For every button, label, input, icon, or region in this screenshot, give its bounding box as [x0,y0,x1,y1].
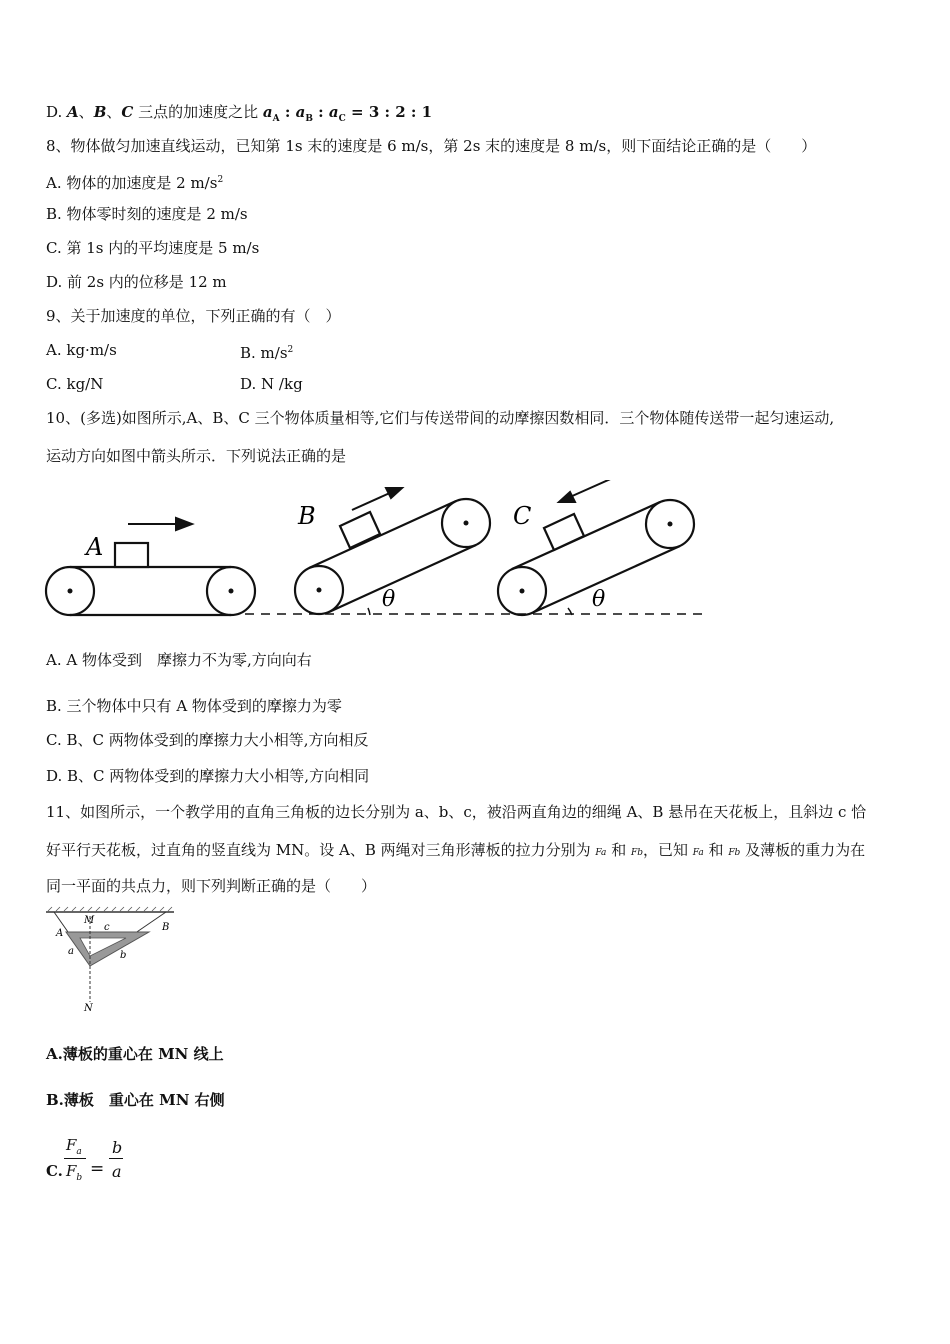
q9-option-d: D. N /kg [240,375,303,393]
q11-option-c: C. $F_a$ $F_b$ = b a [46,1136,123,1183]
svg-text:c: c [104,922,110,933]
q8-option-d: D. 前 2s 内的位移是 12 m [46,273,227,291]
q8-option-a: A. 物体的加速度是 2 $m/s^2$ [46,174,224,192]
q10-stem-line1: 10、(多选)如图所示,A、B、C 三个物体质量相等,它们与传送带间的动摩擦因数相同．三个物体随传送带一起匀速运动, [46,409,835,427]
q8-stem: 8、物体做匀加速直线运动，已知第 1s 末的速度是 6 m/s，第 2s 末的速度是 8 m/s，则下面结论正确的是（ ） [46,137,817,155]
q10-option-a: A. A 物体受到 摩擦力不为零,方向向右 [46,651,312,669]
arrow-up-right [352,488,402,510]
q10-option-c: C. B、C 两物体受到的摩擦力大小相等,方向相反 [46,731,369,749]
theta-c: θ [592,587,606,612]
q10-option-b: B. 三个物体中只有 A 物体受到的摩擦力为零 [46,697,342,715]
q11-stem-line1: 11、如图所示，一个教学用的直角三角板的边长分别为 a、b、c，被沿两直角边的细绳 A、B 悬吊在天花板上，且斜边 c 恰 [46,803,867,821]
q9-option-c: C. kg/N [46,375,104,393]
label-c: C [513,502,532,530]
q9-option-b: B. $m/s^2$ [240,344,294,362]
svg-text:B: B [162,922,170,933]
triangle-plate-figure [44,906,179,1014]
q11-option-b: B.薄板 重心在 MN 右侧 [46,1091,225,1109]
q11-stem-line2: 好平行天花板，过直角的竖直线为 MN。设 A、B 两绳对三角形薄板的拉力分别为 Fa 和 Fb，已知 Fa 和 Fb 及薄板的重力为在 [46,841,866,859]
conveyor-belt-figure [40,480,720,630]
svg-text:a: a [68,946,74,957]
q11-stem-line3: 同一平面的共点力，则下列判断正确的是（ ） [46,877,377,895]
svg-text:b: b [120,950,127,961]
arrow-right [128,518,192,530]
label-b: B [298,502,316,530]
q11-option-a: A.薄板的重心在 MN 线上 [46,1045,224,1063]
q8-option-b: B. 物体零时刻的速度是 2 m/s [46,205,248,223]
q7-option-d: D. A、B、C 三点的加速度之比 $a_A$ : $a_B$ : $a_C = 3$ : 2 : 1 [46,103,433,124]
svg-text:A: A [56,928,64,939]
svg-text:M: M [84,915,95,926]
label-a: A [86,533,104,561]
q10-stem-line2: 运动方向如图中箭头所示．下列说法正确的是 [46,447,347,465]
theta-b: θ [382,587,396,612]
q9-stem: 9、关于加速度的单位，下列正确的有（ ） [46,307,341,325]
belt-a [46,543,255,615]
q9-option-a: A. kg·m/s [46,341,117,359]
arrow-down-left [559,480,615,502]
q8-option-c: C. 第 1s 内的平均速度是 5 m/s [46,239,260,257]
svg-text:N: N [84,1003,93,1014]
q10-option-d: D. B、C 两物体受到的摩擦力大小相等,方向相同 [46,767,370,785]
